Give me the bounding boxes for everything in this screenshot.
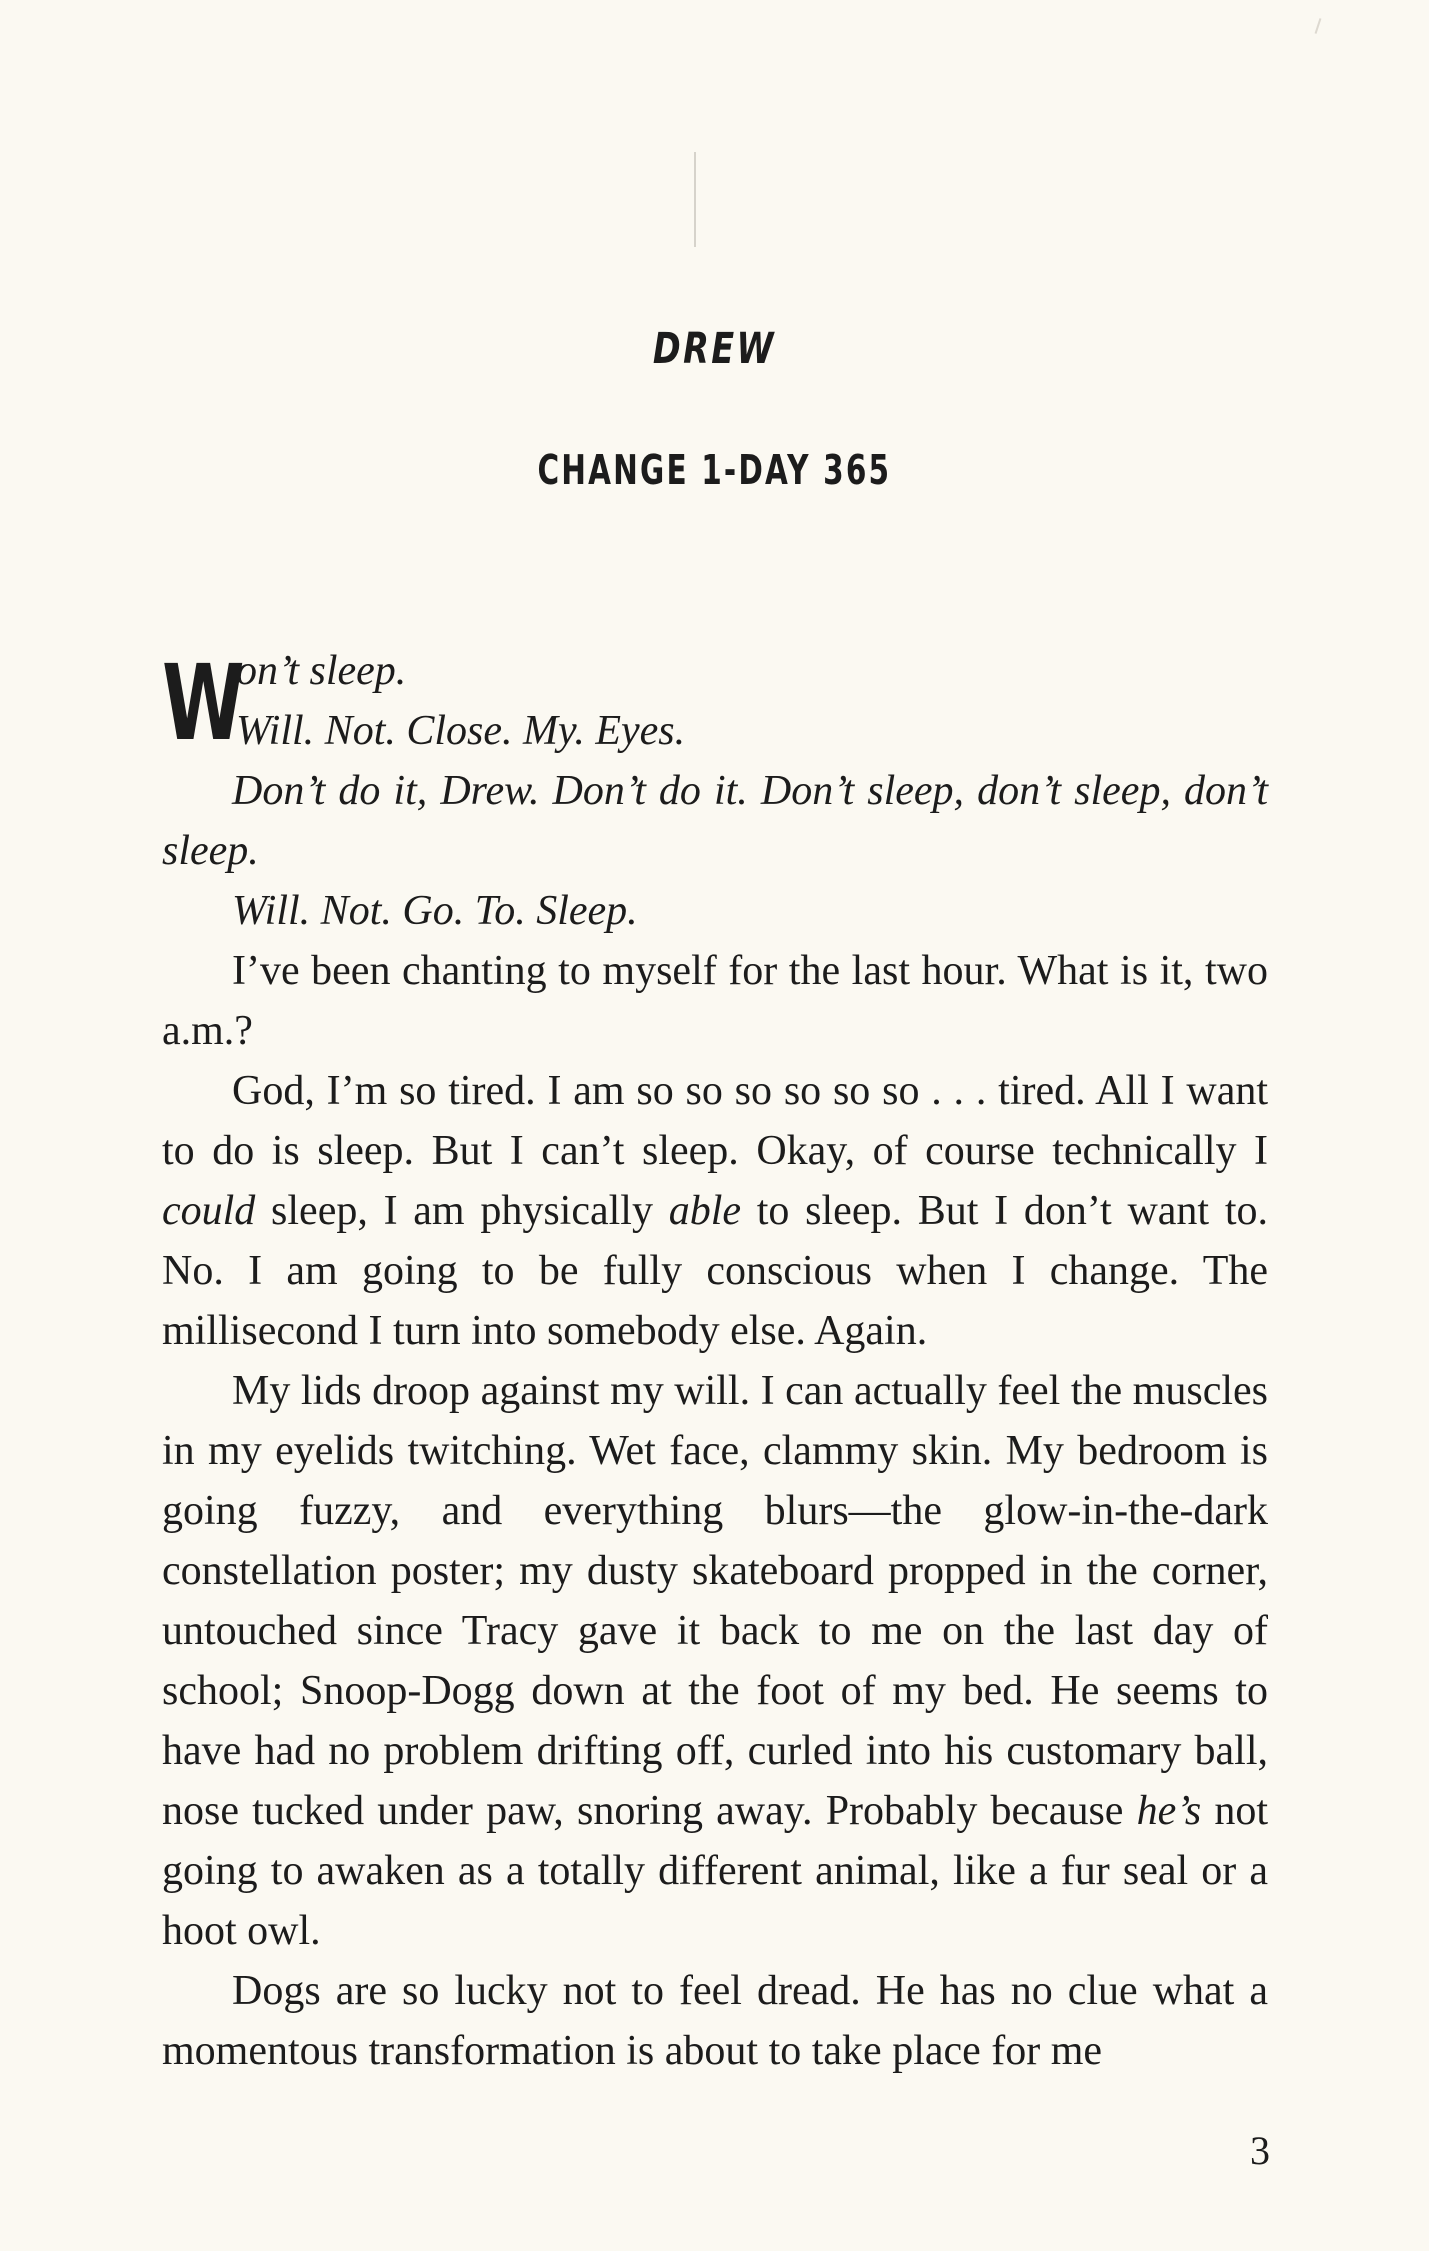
paragraph-2-text: Will. Not. Close. My. Eyes. — [236, 708, 686, 754]
paragraph-6-part-a: God, I’m so tired. I am so so so so so so . . . tired. All I want to do is sleep. But I can’t sleep. Okay, of course technically I — [162, 1068, 1268, 1174]
paragraph-6-emphasis-could: could — [162, 1188, 256, 1234]
paragraph-3 — [162, 761, 1268, 881]
paragraph-2 — [162, 701, 1268, 761]
page-number: 3 — [1250, 2128, 1270, 2173]
paragraph-7 — [162, 1361, 1268, 1961]
paper-mark — [1315, 18, 1322, 34]
paragraph-6-emphasis-able: able — [668, 1188, 742, 1234]
paragraph-4-text: Will. Not. Go. To. Sleep. — [232, 888, 638, 934]
scan-crease — [694, 152, 696, 247]
body-text — [162, 641, 1268, 2081]
paragraph-7-part-b: not going to awaken as a totally different animal, like a fur seal or a hoot owl. — [162, 1788, 1269, 1954]
chapter-subtitle: CHANGE 1-DAY 365 — [537, 446, 892, 494]
paragraph-6 — [162, 1061, 1268, 1361]
paragraph-7-part-a: My lids droop against my will. I can actually feel the muscles in my eyelids twitching. Wet face, clammy skin. My bedroom is going fuzzy, and everything blurs—the glow-in-the-dark constellation poster; my dusty skateboard propped in the corner, untouched since Tracy gave it back to me on the last day of school; Snoop-Dogg down at the foot of my bed. He seems to have had no problem drifting off, curled into his customary ball, nose tucked under paw, snoring away. Probably because — [162, 1368, 1268, 1834]
paragraph-5: I’ve been chanting to myself for the last hour. What is it, two a.m.? — [162, 948, 1268, 1054]
paragraph-4 — [162, 881, 1268, 941]
paragraph-8: Dogs are so lucky not to feel dread. He has no clue what a momentous transformation is about to take place for me — [162, 1968, 1268, 2074]
drop-cap: W — [162, 642, 245, 764]
paragraph-6-part-b: sleep, I am physically — [255, 1188, 669, 1234]
paragraph-6-part-c: to sleep. But I don’t want to. No. I am going to be fully conscious when I change. The millisecond I turn into somebody else. Again. — [162, 1188, 1269, 1354]
paragraph-3-text: Don’t do it, Drew. Don’t do it. Don’t sleep, don’t sleep, don’t sleep. — [162, 768, 1268, 874]
paragraph-7-emphasis-hes: he’s — [1136, 1788, 1202, 1834]
chapter-name: DREW — [652, 324, 776, 374]
paragraph-1-text: on’t sleep. — [236, 648, 407, 694]
